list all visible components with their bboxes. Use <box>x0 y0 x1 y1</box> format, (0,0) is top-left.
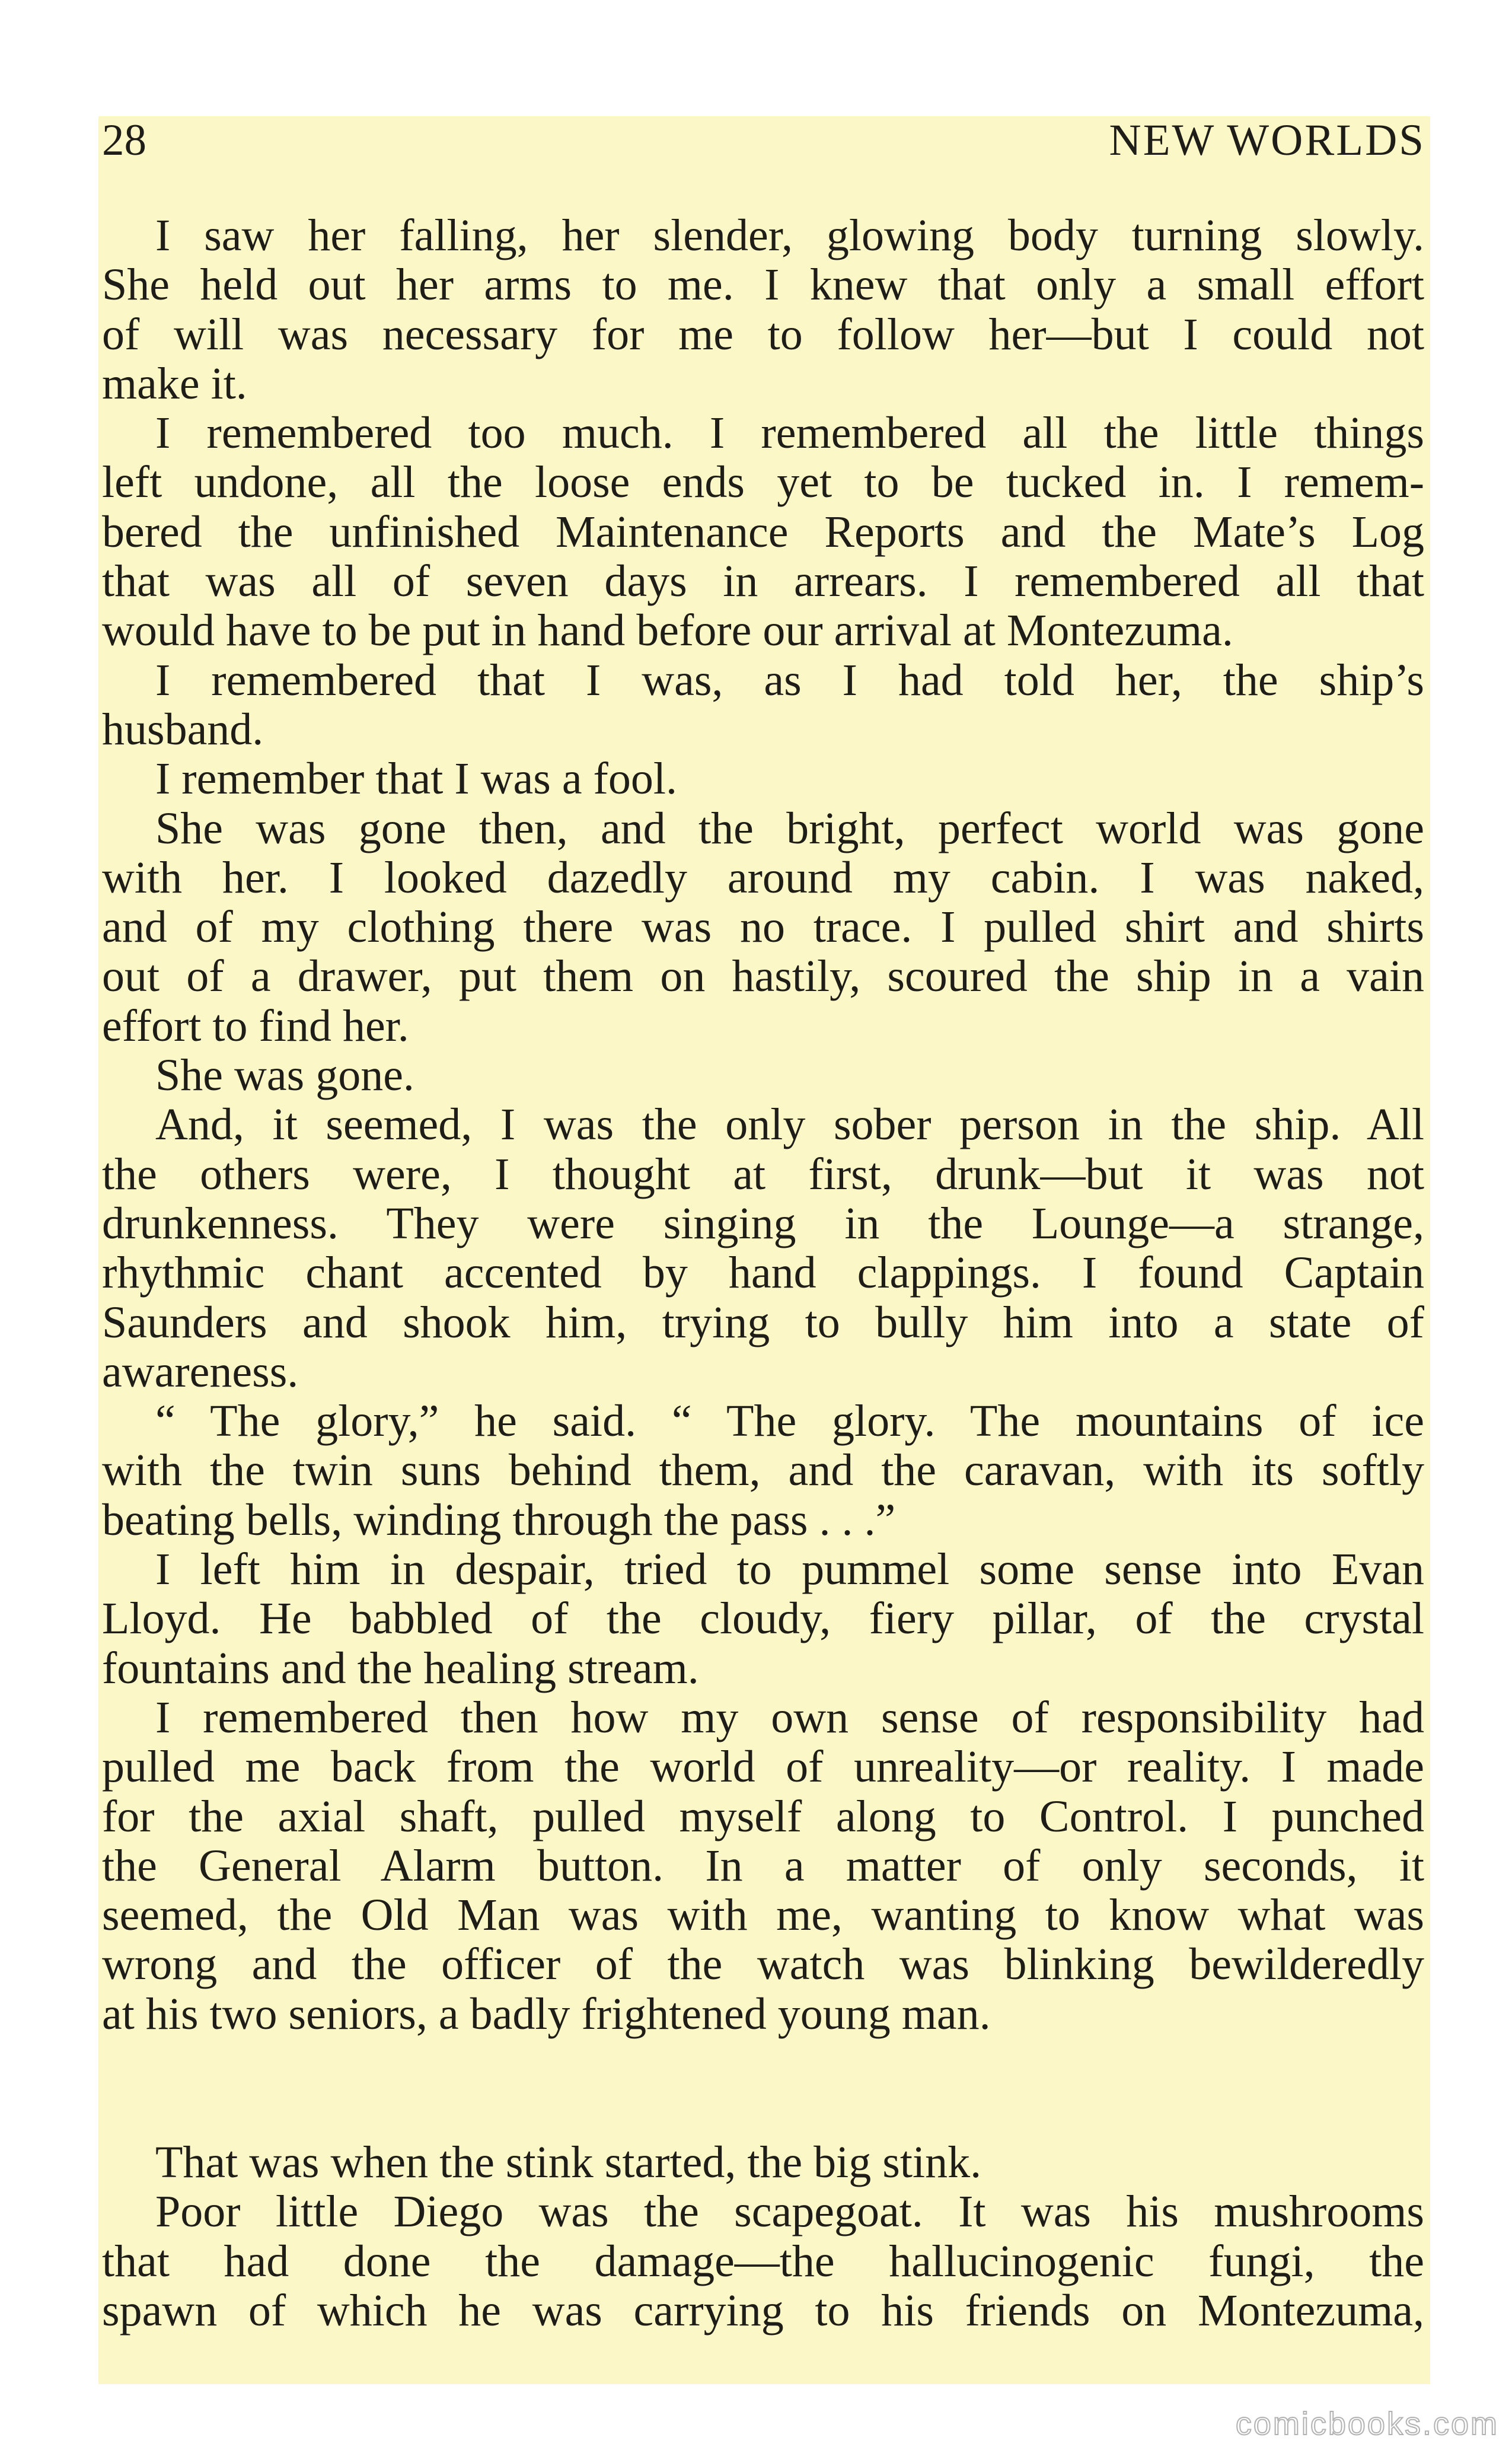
text-line: husband. <box>102 704 264 754</box>
watermark: comicbooks.com <box>1235 2406 1499 2442</box>
text-line: that was all of seven days in arrears. I remembered all that <box>102 556 1424 607</box>
text-line: She held out her arms to me. I knew that only a small effort <box>102 260 1424 310</box>
text-line: fountains and the healing stream. <box>102 1643 699 1693</box>
text-line: I saw her falling, her slender, glowing body turning slowly. <box>155 211 1424 260</box>
text-line: I remembered that I was, as I had told her, the ship’s <box>155 655 1424 705</box>
text-line: left undone, all the loose ends yet to be tucked in. I remem- <box>102 457 1424 508</box>
text-line: at his two seniors, a badly frightened young man. <box>102 1989 991 2039</box>
text-line: rhythmic chant accented by hand clappings. I found Captain <box>102 1248 1424 1298</box>
text-line: And, it seemed, I was the only sober person in the ship. All <box>155 1100 1424 1150</box>
text-line: Saunders and shook him, trying to bully him into a state of <box>102 1297 1424 1347</box>
text-line: make it. <box>102 358 247 409</box>
text-line: Poor little Diego was the scapegoat. It was his mushrooms <box>155 2187 1424 2237</box>
text-line: that had done the damage—the hallucinogenic fungi, the <box>102 2236 1424 2286</box>
text-line: She was gone. <box>155 1050 414 1101</box>
text-line: out of a drawer, put them on hastily, scoured the ship in a vain <box>102 951 1424 1002</box>
text-line: effort to find her. <box>102 1001 409 1051</box>
text-line: would have to be put in hand before our arrival at Montezuma. <box>102 606 1233 656</box>
text-line: spawn of which he was carrying to his friends on Montezuma, <box>102 2285 1424 2336</box>
text-line: awareness. <box>102 1346 299 1397</box>
text-line: the General Alarm button. In a matter of only seconds, it <box>102 1840 1424 1891</box>
text-line: I remembered too much. I remembered all the little things <box>155 408 1424 458</box>
text-line: the others were, I thought at first, drunk—but it was not <box>102 1149 1424 1199</box>
text-line: She was gone then, and the bright, perfect world was gone <box>155 803 1424 853</box>
text-line: That was when the stink started, the big stink. <box>155 2137 982 2187</box>
text-line: of will was necessary for me to follow her—but I could not <box>102 309 1424 359</box>
page-number: 28 <box>102 116 146 165</box>
text-line: with her. I looked dazedly around my cabin. I was naked, <box>102 852 1424 903</box>
running-title: NEW WORLDS <box>1109 116 1425 165</box>
text-line: Lloyd. He babbled of the cloudy, fiery pillar, of the crystal <box>102 1594 1424 1644</box>
text-line: I remember that I was a fool. <box>155 754 677 804</box>
text-line: I left him in despair, tried to pummel some sense into Evan <box>155 1544 1424 1595</box>
text-line: seemed, the Old Man was with me, wanting to know what was <box>102 1890 1424 1941</box>
text-line: drunkenness. They were singing in the Lounge—a strange, <box>102 1198 1424 1248</box>
text-line: for the axial shaft, pulled myself along to Control. I punched <box>102 1791 1424 1841</box>
text-line: “ The glory,” he said. “ The glory. The mountains of ice <box>155 1396 1424 1446</box>
page-header <box>102 114 1425 167</box>
text-line: I remembered then how my own sense of responsibility had <box>155 1692 1424 1742</box>
text-line: with the twin suns behind them, and the caravan, with its softly <box>102 1445 1424 1496</box>
body-text <box>102 211 1424 2336</box>
text-line: bered the unfinished Maintenance Reports and the Mate’s Log <box>102 506 1424 557</box>
text-line: pulled me back from the world of unreality—or reality. I made <box>102 1742 1424 1792</box>
text-line: beating bells, winding through the pass . . .” <box>102 1495 896 1545</box>
text-line: wrong and the officer of the watch was blinking bewilderedly <box>102 1939 1424 1990</box>
text-line: and of my clothing there was no trace. I pulled shirt and shirts <box>102 902 1424 952</box>
